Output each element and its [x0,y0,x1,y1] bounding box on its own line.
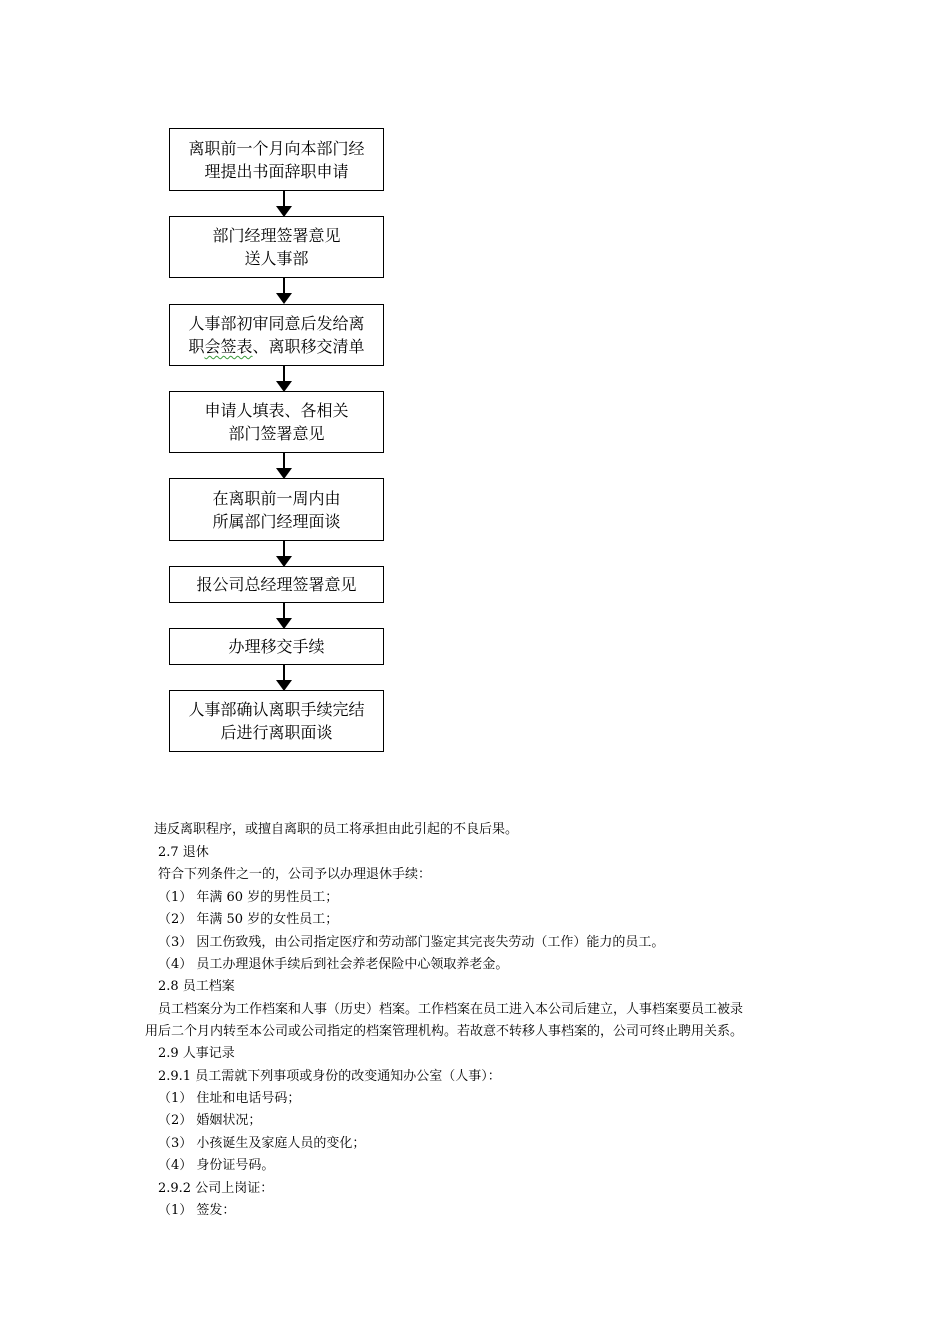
list-item: （1） 住址和电话号码； [158,1091,301,1106]
subsection-heading: 2.9.1 员工需就下列事项或身份的改变通知办公室（人事）： [158,1069,501,1084]
flow-step-text: 部门经理签署意见 [212,226,341,245]
flow-step-text: 送人事部 [244,249,309,268]
list-item: （1） 签发： [158,1203,236,1218]
flow-arrow [276,366,292,392]
flow-step-5 [169,478,384,541]
list-item: （4） 身份证号码。 [158,1158,275,1173]
paragraph-line: 符合下列条件之一的，公司予以办理退休手续： [158,867,432,882]
list-item: （3） 因工伤致残，由公司指定医疗和劳动部门鉴定其完丧失劳动（工作）能力的员工。 [158,935,665,950]
section-heading: 2.9 人事记录 [158,1046,235,1061]
list-item: （4） 员工办理退休手续后到社会养老保险中心领取养老金。 [158,957,509,972]
flow-step-text: 人事部确认离职手续完结 [188,700,365,719]
flow-step-text: 所属部门经理面谈 [212,511,341,531]
spellcheck-underline-text: 会签表 [204,337,253,356]
paragraph-line: 用后二个月内转至本公司或公司指定的档案管理机构。若故意不转移人事档案的，公司可终止聘用关系。 [145,1024,744,1039]
flow-step-text: 后进行离职面谈 [220,723,333,742]
flow-arrow [276,278,292,304]
paragraph-line: 违反离职程序，或擅自离职的员工将承担由此引起的不良后果。 [154,822,519,837]
flow-step-text: 人事部初审同意后发给离 [188,314,365,333]
flow-step-text: 离职前一个月向本部门经 [188,138,365,158]
flow-arrow [276,191,292,217]
flow-step-text: 办理移交手续 [228,637,325,656]
flow-step-6 [169,566,384,603]
list-item: （2） 婚姻状况； [158,1113,262,1128]
flow-arrow [276,541,292,567]
flow-step-text: 在离职前一周内由 [212,488,341,508]
flow-step-1 [169,128,384,191]
flow-arrow [276,453,292,479]
flow-step-text: 申请人填表、各相关 [204,401,349,420]
paragraph-line: 员工档案分为工作档案和人事（历史）档案。工作档案在员工进入本公司后建立，人事档案要员工被录 [158,1002,744,1017]
flow-step-8 [169,690,384,752]
flow-step-2 [169,216,384,278]
section-heading: 2.7 退休 [158,845,209,860]
flow-step-3 [169,304,384,366]
subsection-heading: 2.9.2 公司上岗证： [158,1181,274,1196]
list-item: （2） 年满 50 岁的女性员工； [158,912,339,927]
flow-step-text: 职会签表、离职移交清单 [188,337,365,356]
flow-step-text: 报公司总经理签署意见 [196,575,357,594]
flow-step-4 [169,391,384,453]
flow-arrow [276,603,292,629]
section-heading: 2.8 员工档案 [158,979,235,994]
list-item: （3） 小孩诞生及家庭人员的变化； [158,1136,366,1151]
flow-step-text: 理提出书面辞职申请 [204,161,349,181]
list-item: （1） 年满 60 岁的男性员工； [158,890,339,905]
flow-step-text: 部门签署意见 [228,424,325,443]
flow-step-7 [169,628,384,665]
flow-arrow [276,665,292,691]
